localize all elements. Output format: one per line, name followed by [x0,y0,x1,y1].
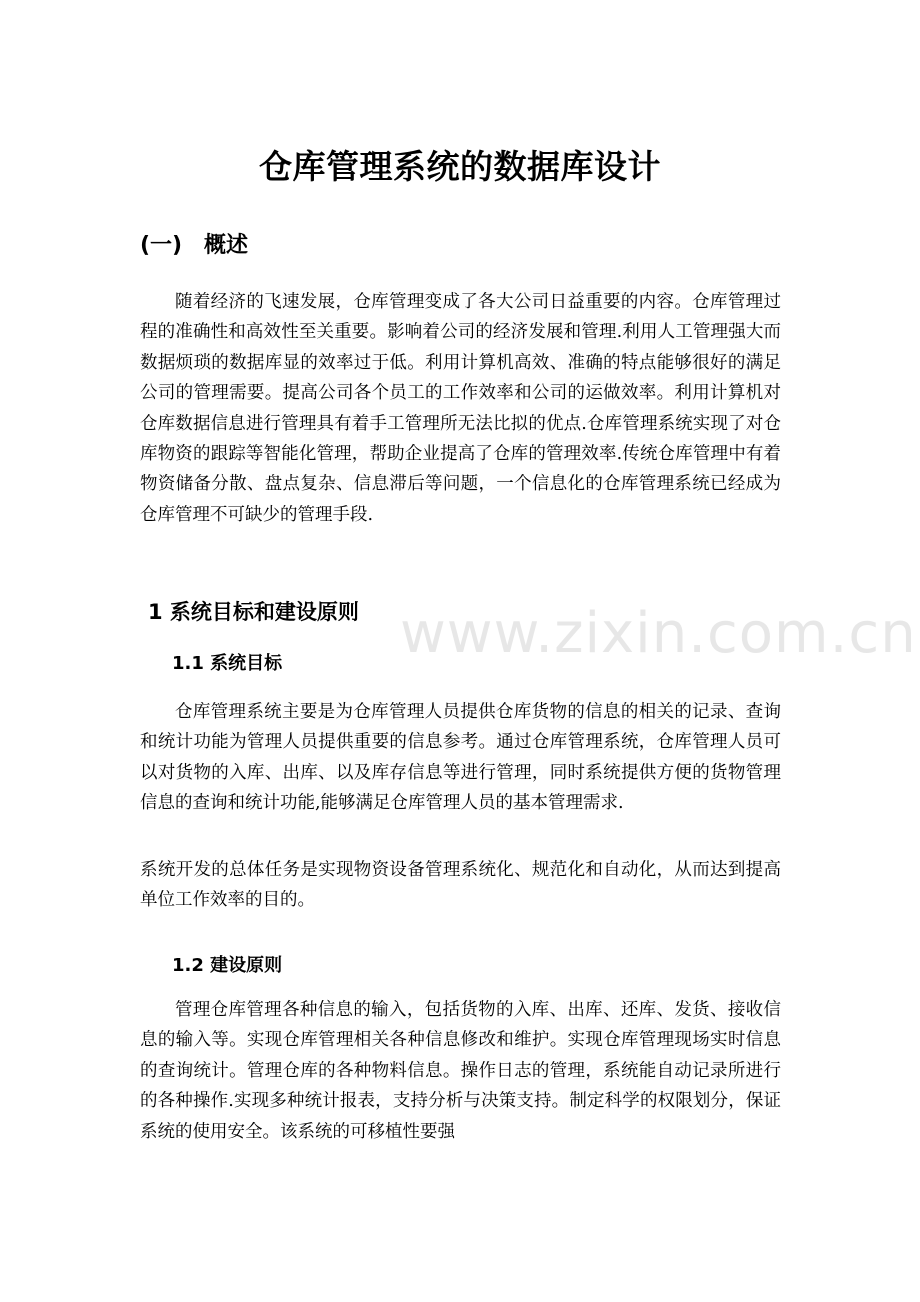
section-title: 概述 [204,233,249,258]
subsection-heading-construction-principles: 1.2 建设原则 [172,955,283,976]
watermark: www.zixin.com.cn [400,601,917,666]
section-heading-goals-principles: 1 系统目标和建设原则 [148,600,359,624]
system-goals-paragraph: 仓库管理系统主要是为仓库管理人员提供仓库货物的信息的相关的记录、查询和统计功能为管理人员提供重要的信息参考。通过仓库管理系统，仓库管理人员可以对货物的入库、出库、以及库存信息等进行管理，同时系统提供方便的货物管理信息的查询和统计功能,能够满足仓库管理人员的基本管理需求. [140,702,781,814]
document-title: 仓库管理系统的数据库设计 [259,147,661,186]
overall-task-paragraph: 系统开发的总体任务是实现物资设备管理系统化、规范化和自动化，从而达到提高单位工作效率的目的。 [140,860,781,911]
section-heading-overview [140,228,248,264]
overview-paragraph: 随着经济的飞速发展，仓库管理变成了各大公司日益重要的内容。仓库管理过程的准确性和高效性至关重要。影响着公司的经济发展和管理.利用人工管理强大而数据烦琐的数据库显的效率过于低。利用计算机高效、准确的特点能够很好的满足公司的管理需要。提高公司各个员工的工作效率和公司的运做效率。利用计算机对仓库数据信息进行管理具有着手工管理所无法比拟的优点.仓库管理系统实现了对仓库物资的跟踪等智能化管理，帮助企业提高了仓库的管理效率.传统仓库管理中有着物资储备分散、盘点复杂、信息滞后等问题，一个信息化的仓库管理系统已经成为仓库管理不可缺少的管理手段. [140,292,781,525]
subsection-heading-system-goals: 1.1 系统目标 [172,653,283,674]
construction-principles-paragraph: 管理仓库管理各种信息的输入，包括货物的入库、出库、还库、发货、接收信息的输入等。实现仓库管理相关各种信息修改和维护。实现仓库管理现场实时信息的查询统计。管理仓库的各种物料信息。操作日志的管理，系统能自动记录所进行的各种操作.实现多种统计报表，支持分析与决策支持。制定科学的权限划分，保证系统的使用安全。该系统的可移植性要强 [140,1000,781,1142]
section-number: (一) [140,233,183,258]
